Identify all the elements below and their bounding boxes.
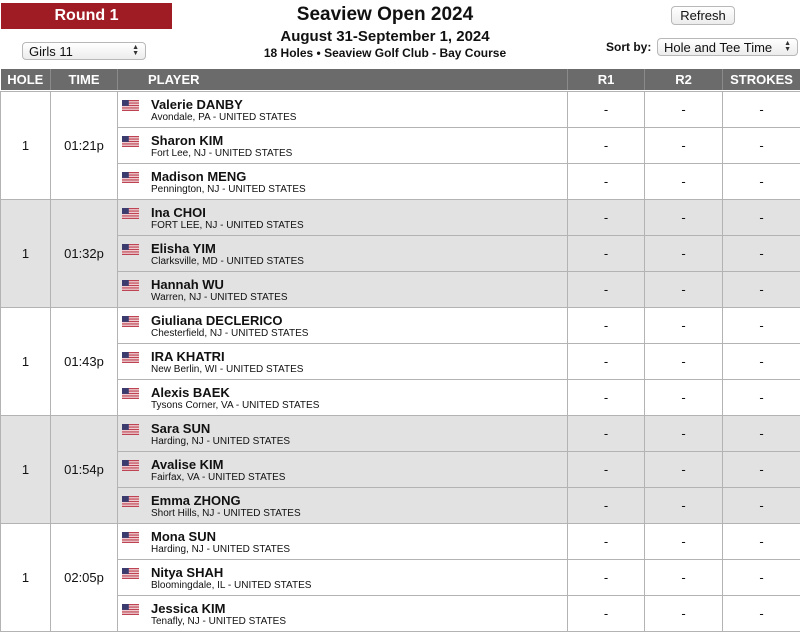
player-info <box>122 384 567 412</box>
player-cell[interactable] <box>118 416 568 452</box>
player-info <box>122 312 567 340</box>
player-location: Avondale, PA - UNITED STATES <box>151 111 297 123</box>
player-text <box>151 276 288 304</box>
us-flag-icon <box>122 204 151 222</box>
player-cell[interactable] <box>118 488 568 524</box>
player-info <box>122 168 567 196</box>
strokes-total: - <box>723 524 800 560</box>
table-row <box>1 452 800 488</box>
player-location: Tysons Corner, VA - UNITED STATES <box>151 399 320 411</box>
table-header-row <box>1 69 800 90</box>
player-info <box>122 132 567 160</box>
r1-score: - <box>568 560 645 596</box>
player-text <box>151 528 290 556</box>
table-row <box>1 308 800 344</box>
column-header-r2[interactable]: R2 <box>645 69 723 90</box>
table-row <box>1 380 800 416</box>
us-flag-icon <box>122 312 151 330</box>
player-location: Short Hills, NJ - UNITED STATES <box>151 507 301 519</box>
player-name[interactable]: Alexis BAEK <box>151 384 230 400</box>
r1-score: - <box>568 236 645 272</box>
us-flag-icon <box>122 240 151 258</box>
round-badge[interactable]: Round 1 <box>1 3 172 29</box>
player-info <box>122 528 567 556</box>
us-flag-icon <box>122 564 151 582</box>
player-text <box>151 384 319 412</box>
player-info <box>122 240 567 268</box>
player-cell[interactable] <box>118 128 568 164</box>
hole-cell: 1 <box>1 416 51 524</box>
player-cell[interactable] <box>118 200 568 236</box>
sort-select-value: Hole and Tee Time <box>664 39 773 55</box>
r2-score: - <box>645 524 723 560</box>
r1-score: - <box>568 344 645 380</box>
r1-score: - <box>568 272 645 308</box>
us-flag-icon <box>122 492 151 510</box>
player-location: Clarksville, MD - UNITED STATES <box>151 255 304 267</box>
division-select-value: Girls 11 <box>29 43 73 59</box>
chevron-updown-icon: ▲ ▼ <box>132 44 139 57</box>
player-text <box>151 96 296 124</box>
strokes-total: - <box>723 452 800 488</box>
r1-score: - <box>568 452 645 488</box>
player-cell[interactable] <box>118 272 568 308</box>
strokes-total: - <box>723 128 800 164</box>
player-location: FORT LEE, NJ - UNITED STATES <box>151 219 304 231</box>
chevron-updown-icon: ▲ ▼ <box>784 40 791 53</box>
player-cell[interactable] <box>118 344 568 380</box>
player-text <box>151 132 292 160</box>
strokes-total: - <box>723 200 800 236</box>
player-info <box>122 420 567 448</box>
table-row <box>1 524 800 560</box>
player-text <box>151 240 304 268</box>
player-info <box>122 204 567 232</box>
r1-score: - <box>568 596 645 632</box>
hole-cell: 1 <box>1 524 51 632</box>
r2-score: - <box>645 488 723 524</box>
r2-score: - <box>645 92 723 128</box>
table-row <box>1 92 800 128</box>
sort-label: Sort by: <box>606 40 652 54</box>
us-flag-icon <box>122 600 151 618</box>
tee-times-table <box>0 69 800 632</box>
player-text <box>151 312 308 340</box>
player-text <box>151 168 306 196</box>
r2-score: - <box>645 380 723 416</box>
us-flag-icon <box>122 348 151 366</box>
table-row <box>1 416 800 452</box>
r2-score: - <box>645 128 723 164</box>
table-row <box>1 596 800 632</box>
column-header-hole[interactable]: HOLE <box>1 69 51 90</box>
division-select[interactable] <box>22 42 146 60</box>
player-text <box>151 348 303 376</box>
sort-select[interactable] <box>657 38 798 56</box>
table-row <box>1 272 800 308</box>
r2-score: - <box>645 236 723 272</box>
tee-time-cell: 01:21p <box>51 92 118 200</box>
player-info <box>122 96 567 124</box>
player-location: Fairfax, VA - UNITED STATES <box>151 471 286 483</box>
player-text <box>151 456 285 484</box>
player-location: Chesterfield, NJ - UNITED STATES <box>151 327 309 339</box>
player-info <box>122 348 567 376</box>
tee-time-cell: 01:43p <box>51 308 118 416</box>
player-cell[interactable] <box>118 308 568 344</box>
hole-cell: 1 <box>1 92 51 200</box>
player-name[interactable]: Mona SUN <box>151 528 216 544</box>
player-cell[interactable] <box>118 560 568 596</box>
r2-score: - <box>645 596 723 632</box>
strokes-total: - <box>723 596 800 632</box>
r2-score: - <box>645 164 723 200</box>
r2-score: - <box>645 452 723 488</box>
player-name[interactable]: Hannah WU <box>151 276 224 292</box>
r2-score: - <box>645 308 723 344</box>
us-flag-icon <box>122 528 151 546</box>
table-row <box>1 488 800 524</box>
player-info <box>122 456 567 484</box>
player-cell[interactable] <box>118 236 568 272</box>
player-name[interactable]: Avalise KIM <box>151 456 224 472</box>
page-header <box>0 0 800 69</box>
player-cell[interactable] <box>118 524 568 560</box>
player-cell[interactable] <box>118 92 568 128</box>
r2-score: - <box>645 200 723 236</box>
strokes-total: - <box>723 164 800 200</box>
player-location: Pennington, NJ - UNITED STATES <box>151 183 306 195</box>
r2-score: - <box>645 272 723 308</box>
strokes-total: - <box>723 272 800 308</box>
player-location: New Berlin, WI - UNITED STATES <box>151 363 304 375</box>
player-location: Tenafly, NJ - UNITED STATES <box>151 615 287 627</box>
us-flag-icon <box>122 132 151 150</box>
column-header-player[interactable]: PLAYER <box>118 69 568 90</box>
us-flag-icon <box>122 456 151 474</box>
player-info <box>122 492 567 520</box>
us-flag-icon <box>122 384 151 402</box>
table-body <box>1 90 800 632</box>
player-text <box>151 492 301 520</box>
refresh-button[interactable]: Refresh <box>671 6 735 25</box>
player-name[interactable]: Valerie DANBY <box>151 96 243 112</box>
tournament-titles <box>200 4 570 61</box>
player-name[interactable]: Giuliana DECLERICO <box>151 312 283 328</box>
r1-score: - <box>568 416 645 452</box>
strokes-total: - <box>723 416 800 452</box>
player-text <box>151 600 286 628</box>
r1-score: - <box>568 488 645 524</box>
player-text <box>151 204 304 232</box>
table-row <box>1 236 800 272</box>
table-row <box>1 560 800 596</box>
r2-score: - <box>645 344 723 380</box>
hole-cell: 1 <box>1 200 51 308</box>
player-info <box>122 564 567 592</box>
us-flag-icon <box>122 168 151 186</box>
strokes-total: - <box>723 344 800 380</box>
player-info <box>122 600 567 628</box>
us-flag-icon <box>122 420 151 438</box>
player-location: Harding, NJ - UNITED STATES <box>151 435 291 447</box>
player-name[interactable]: Nitya SHAH <box>151 564 224 580</box>
tee-time-cell: 02:05p <box>51 524 118 632</box>
tee-time-cell: 01:54p <box>51 416 118 524</box>
player-location: Warren, NJ - UNITED STATES <box>151 291 288 303</box>
table-row <box>1 128 800 164</box>
r2-score: - <box>645 560 723 596</box>
column-header-time[interactable]: TIME <box>51 69 118 90</box>
tee-time-cell: 01:32p <box>51 200 118 308</box>
table-row <box>1 200 800 236</box>
player-name[interactable]: Emma ZHONG <box>151 492 241 508</box>
r1-score: - <box>568 524 645 560</box>
tournament-dates: August 31-September 1, 2024 <box>280 28 490 45</box>
player-name[interactable]: Ina CHOI <box>151 204 206 220</box>
player-name[interactable]: Sharon KIM <box>151 132 224 148</box>
player-cell[interactable] <box>118 380 568 416</box>
column-header-r1[interactable]: R1 <box>568 69 645 90</box>
tournament-subtitle: 18 Holes • Seaview Golf Club - Bay Course <box>263 46 507 60</box>
column-header-strokes[interactable]: STROKES <box>723 69 800 90</box>
tournament-title: Seaview Open 2024 <box>296 4 474 25</box>
r1-score: - <box>568 164 645 200</box>
player-name[interactable]: IRA KHATRI <box>151 348 225 364</box>
player-info <box>122 276 567 304</box>
strokes-total: - <box>723 560 800 596</box>
r1-score: - <box>568 308 645 344</box>
strokes-total: - <box>723 92 800 128</box>
player-name[interactable]: Sara SUN <box>151 420 211 436</box>
strokes-total: - <box>723 236 800 272</box>
player-name[interactable]: Elisha YIM <box>151 240 216 256</box>
player-cell[interactable] <box>118 596 568 632</box>
table-row <box>1 344 800 380</box>
r1-score: - <box>568 380 645 416</box>
hole-cell: 1 <box>1 308 51 416</box>
player-text <box>151 564 311 592</box>
r2-score: - <box>645 416 723 452</box>
player-name[interactable]: Madison MENG <box>151 168 247 184</box>
player-location: Bloomingdale, IL - UNITED STATES <box>151 579 312 591</box>
r1-score: - <box>568 200 645 236</box>
strokes-total: - <box>723 380 800 416</box>
player-location: Fort Lee, NJ - UNITED STATES <box>151 147 293 159</box>
r1-score: - <box>568 92 645 128</box>
player-text <box>151 420 290 448</box>
r1-score: - <box>568 128 645 164</box>
us-flag-icon <box>122 96 151 114</box>
strokes-total: - <box>723 308 800 344</box>
player-name[interactable]: Jessica KIM <box>151 600 226 616</box>
us-flag-icon <box>122 276 151 294</box>
table-row <box>1 164 800 200</box>
strokes-total: - <box>723 488 800 524</box>
player-cell[interactable] <box>118 452 568 488</box>
player-cell[interactable] <box>118 164 568 200</box>
player-location: Harding, NJ - UNITED STATES <box>151 543 291 555</box>
